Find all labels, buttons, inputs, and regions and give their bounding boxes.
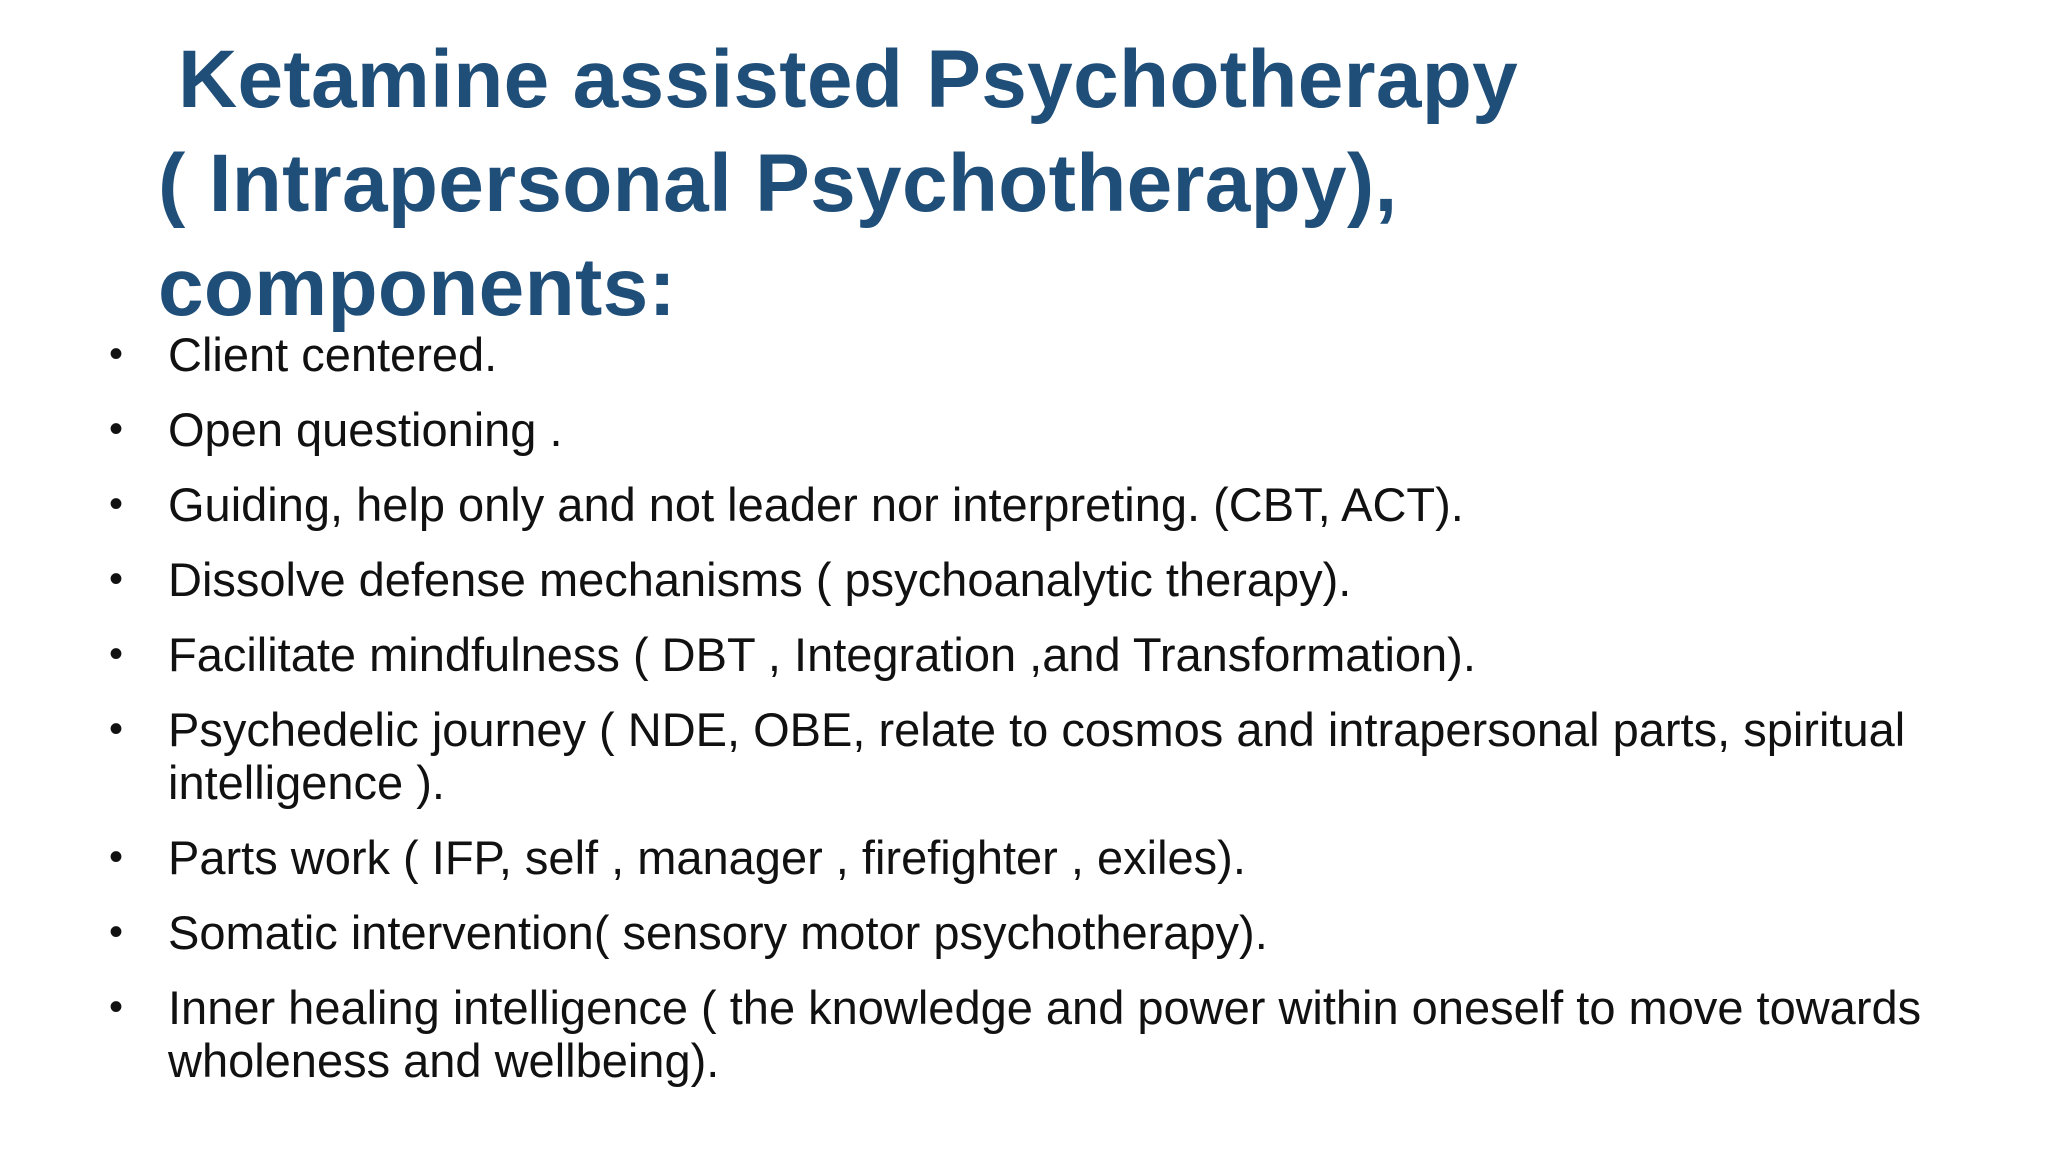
bullet-list [106,328,1966,1109]
list-item [106,553,1966,628]
bullet-icon: • [109,482,124,526]
list-item [106,981,1966,1109]
bullet-icon: • [109,985,124,1029]
bullet-icon: • [109,407,124,451]
list-item-text: Facilitate mindfulness ( DBT , Integration ,and Transformation). [168,628,1476,681]
list-item [106,328,1966,403]
list-item-text: Open questioning . [168,403,563,456]
list-item [106,478,1966,553]
bullet-icon: • [109,632,124,676]
list-item-text: Psychedelic journey ( NDE, OBE, relate to cosmos and intrapersonal parts, spiritual intelligence ). [168,703,1906,809]
bullet-icon: • [109,835,124,879]
list-item [106,831,1966,906]
list-item-text: Guiding, help only and not leader nor interpreting. (CBT, ACT). [168,478,1464,531]
list-item [106,403,1966,478]
list-item-text: Dissolve defense mechanisms ( psychoanalytic therapy). [168,553,1352,606]
list-item [106,628,1966,703]
list-item-text: Parts work ( IFP, self , manager , firefighter , exiles). [168,831,1246,884]
list-item [106,703,1966,831]
list-item [106,906,1966,981]
bullet-icon: • [109,332,124,376]
bullet-icon: • [109,707,124,751]
slide-title [158,28,1758,340]
title-line-3: components: [158,242,677,333]
list-item-text: Client centered. [168,328,498,381]
title-line-2: ( Intrapersonal Psychotherapy), [158,138,1398,229]
bullet-icon: • [109,910,124,954]
list-item-text: Somatic intervention( sensory motor psychotherapy). [168,906,1268,959]
title-line-1: Ketamine assisted Psychotherapy [178,34,1519,125]
bullet-icon: • [109,557,124,601]
list-item-text: Inner healing intelligence ( the knowledge and power within oneself to move towards wholeness and wellbeing). [168,981,1922,1087]
